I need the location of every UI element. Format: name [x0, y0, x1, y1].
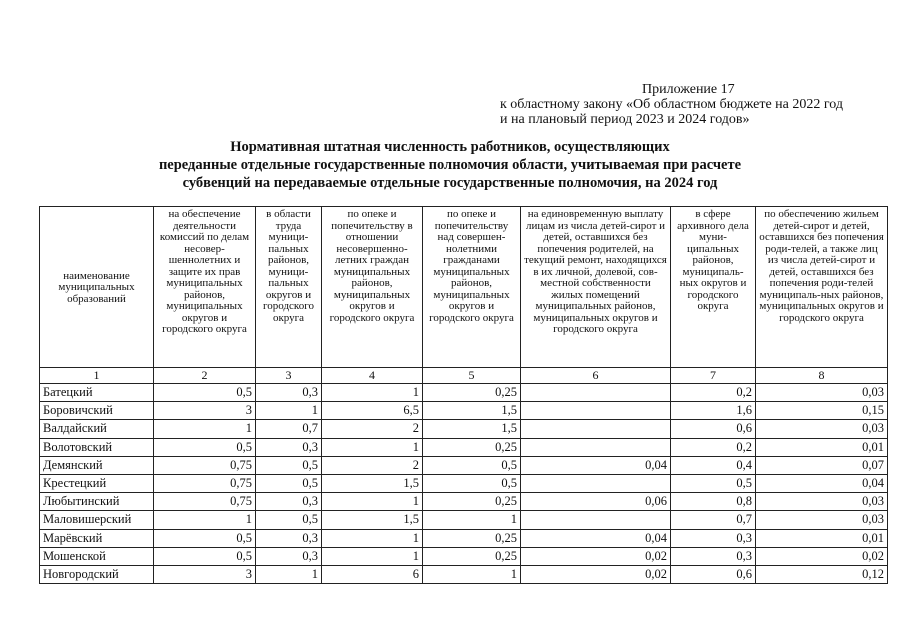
value-cell: 0,5: [154, 529, 256, 547]
value-cell: 1,5: [322, 511, 423, 529]
value-cell: 0,25: [423, 547, 521, 565]
value-cell: 2: [322, 456, 423, 474]
table-row: [40, 511, 888, 529]
value-cell: 0,2: [671, 384, 756, 402]
value-cell: 1,5: [322, 474, 423, 492]
value-cell: 1: [256, 402, 322, 420]
value-cell: [521, 438, 671, 456]
municipality-name-cell: Крестецкий: [40, 474, 154, 492]
value-cell: 0,5: [671, 474, 756, 492]
col-header-name: наименование муниципальных образований: [40, 207, 154, 368]
municipality-name-cell: Любытинский: [40, 493, 154, 511]
value-cell: [521, 474, 671, 492]
value-cell: 1: [423, 565, 521, 583]
value-cell: 0,5: [256, 474, 322, 492]
value-cell: 0,25: [423, 529, 521, 547]
table-row: [40, 547, 888, 565]
column-number: 7: [671, 368, 756, 384]
value-cell: 0,3: [671, 547, 756, 565]
value-cell: 3: [154, 402, 256, 420]
value-cell: 0,5: [423, 474, 521, 492]
table-row: [40, 565, 888, 583]
value-cell: 0,8: [671, 493, 756, 511]
value-cell: 0,7: [671, 511, 756, 529]
col-header-commissions: на обеспечение деятельности комиссий по делам несовер-шеннолетних и защите их прав муниципальных районов, муниципальных округов и городского округа: [154, 207, 256, 368]
table-row: [40, 402, 888, 420]
table-row: [40, 456, 888, 474]
column-number: 2: [154, 368, 256, 384]
header-row: [40, 207, 888, 368]
col-header-housing-orphans: по обеспечению жильем детей-сирот и детей, оставшихся без попечения роди-телей, а также лиц из числа детей-сирот и детей, оставшихся без попечения роди-телей муниципаль-ных районов, муниципальных округов и городского округа: [756, 207, 888, 368]
value-cell: 1: [154, 511, 256, 529]
staff-table: [39, 206, 888, 584]
value-cell: 0,06: [521, 493, 671, 511]
municipality-name-cell: Волотовский: [40, 438, 154, 456]
value-cell: 0,15: [756, 402, 888, 420]
value-cell: 0,03: [756, 493, 888, 511]
column-number: 1: [40, 368, 154, 384]
col-header-guardianship-minors: по опеке и попечительству в отношении несовершенно-летних граждан муниципальных районов, муниципальных округов и городского округа: [322, 207, 423, 368]
municipality-name-cell: Боровичский: [40, 402, 154, 420]
value-cell: 0,04: [756, 474, 888, 492]
value-cell: 0,75: [154, 474, 256, 492]
value-cell: 0,75: [154, 456, 256, 474]
value-cell: 3: [154, 565, 256, 583]
value-cell: 1: [256, 565, 322, 583]
value-cell: 0,02: [756, 547, 888, 565]
value-cell: 0,5: [154, 547, 256, 565]
value-cell: 1: [322, 493, 423, 511]
value-cell: 0,25: [423, 493, 521, 511]
col-header-repair-payment: на единовременную выплату лицам из числа детей-сирот и детей, оставшихся без попечения родителей, на текущий ремонт, находящихся в их личной, долевой, сов-местной собственности жилых помещений муниципальных районов, муниципальных округов и городского округа: [521, 207, 671, 368]
value-cell: 0,12: [756, 565, 888, 583]
value-cell: 0,03: [756, 420, 888, 438]
value-cell: 0,25: [423, 438, 521, 456]
value-cell: 1,6: [671, 402, 756, 420]
municipality-name-cell: Батецкий: [40, 384, 154, 402]
value-cell: 0,75: [154, 493, 256, 511]
value-cell: 0,5: [154, 438, 256, 456]
value-cell: 0,02: [521, 547, 671, 565]
title-line-2: переданные отдельные государственные полномочия области, учитываемая при расчете: [158, 157, 742, 173]
table-row: [40, 438, 888, 456]
value-cell: 1: [423, 511, 521, 529]
column-number-row: [40, 368, 888, 384]
column-number: 8: [756, 368, 888, 384]
col-header-guardianship-adults: по опеке и попечительству над совершен-нолетними гражданами муниципальных районов, муниципальных округов и городского округа: [423, 207, 521, 368]
value-cell: [521, 511, 671, 529]
value-cell: 0,3: [671, 529, 756, 547]
document-title: [130, 138, 770, 192]
column-number: 3: [256, 368, 322, 384]
value-cell: 0,5: [423, 456, 521, 474]
title-line-1: Нормативная штатная численность работников, осуществляющих: [230, 139, 670, 155]
value-cell: 0,7: [256, 420, 322, 438]
value-cell: [521, 402, 671, 420]
value-cell: 0,3: [256, 529, 322, 547]
table-row: [40, 420, 888, 438]
value-cell: 0,04: [521, 529, 671, 547]
table-row: [40, 384, 888, 402]
value-cell: 2: [322, 420, 423, 438]
value-cell: 0,02: [521, 565, 671, 583]
value-cell: 0,6: [671, 565, 756, 583]
appendix-number: Приложение 17: [642, 82, 735, 97]
appendix-law-line: к областному закону «Об областном бюджете на 2022 год: [500, 97, 843, 112]
column-number: 5: [423, 368, 521, 384]
value-cell: 0,6: [671, 420, 756, 438]
appendix-note: [500, 82, 895, 127]
value-cell: 0,04: [521, 456, 671, 474]
value-cell: 0,25: [423, 384, 521, 402]
value-cell: 6,5: [322, 402, 423, 420]
value-cell: 0,01: [756, 438, 888, 456]
table-row: [40, 474, 888, 492]
column-number: 6: [521, 368, 671, 384]
value-cell: 0,5: [256, 511, 322, 529]
value-cell: 0,3: [256, 547, 322, 565]
value-cell: 1: [154, 420, 256, 438]
value-cell: 1: [322, 529, 423, 547]
value-cell: 0,2: [671, 438, 756, 456]
value-cell: 6: [322, 565, 423, 583]
value-cell: 0,5: [256, 456, 322, 474]
value-cell: 0,3: [256, 493, 322, 511]
title-line-3: субвенций на передаваемые отдельные государственные полномочия, на 2024 год: [182, 175, 718, 191]
value-cell: 0,4: [671, 456, 756, 474]
municipality-name-cell: Маловишерский: [40, 511, 154, 529]
value-cell: 1: [322, 547, 423, 565]
value-cell: 0,03: [756, 384, 888, 402]
col-header-labor: в области труда муници-пальных районов, муници-пальных округов и городского округа: [256, 207, 322, 368]
value-cell: 0,01: [756, 529, 888, 547]
value-cell: [521, 420, 671, 438]
value-cell: 0,3: [256, 438, 322, 456]
value-cell: 0,5: [154, 384, 256, 402]
value-cell: 1: [322, 438, 423, 456]
value-cell: 0,3: [256, 384, 322, 402]
municipality-name-cell: Мошенской: [40, 547, 154, 565]
value-cell: 0,07: [756, 456, 888, 474]
value-cell: [521, 384, 671, 402]
value-cell: 0,03: [756, 511, 888, 529]
appendix-period-line: и на плановый период 2023 и 2024 годов»: [500, 112, 750, 127]
column-number: 4: [322, 368, 423, 384]
municipality-name-cell: Марёвский: [40, 529, 154, 547]
value-cell: 1,5: [423, 402, 521, 420]
value-cell: 1,5: [423, 420, 521, 438]
municipality-name-cell: Новгородский: [40, 565, 154, 583]
value-cell: 1: [322, 384, 423, 402]
table-row: [40, 493, 888, 511]
municipality-name-cell: Валдайский: [40, 420, 154, 438]
municipality-name-cell: Демянский: [40, 456, 154, 474]
col-header-archives: в сфере архивного дела муни-ципальных районов, муниципаль-ных округов и городского округа: [671, 207, 756, 368]
table-row: [40, 529, 888, 547]
